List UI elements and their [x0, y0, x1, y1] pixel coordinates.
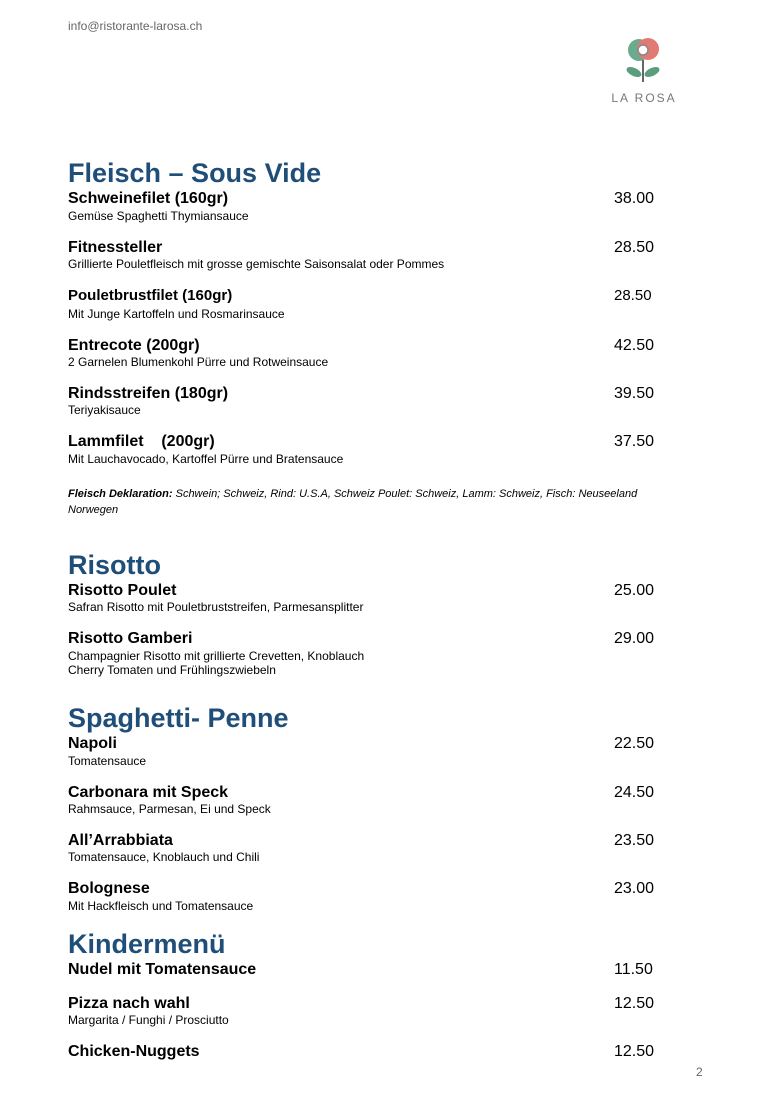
item-price: 28.50: [614, 239, 655, 256]
item-name: Pouletbrustfilet (160gr): [68, 287, 233, 304]
item-desc: Grillierte Pouletfleisch mit grosse gemischte Saisonsalat oder Pommes: [68, 257, 445, 271]
item-name: Schweinefilet (160gr): [68, 190, 229, 207]
declaration-text: Schwein; Schweiz, Rind: U.S.A, Schweiz Poulet: Schweiz, Lamm: Schweiz, Fisch: Neuseeland Norwegen: [68, 488, 638, 516]
item-price: 29.00: [614, 630, 655, 647]
logo-text: LA ROSA: [611, 91, 677, 105]
item-name: Rindsstreifen (180gr): [68, 385, 229, 402]
item-desc: Mit Lauchavocado, Kartoffel Pürre und Bratensauce: [68, 452, 344, 466]
item-desc: Tomatensauce: [68, 754, 147, 768]
item-desc: Cherry Tomaten und Frühlingszwiebeln: [68, 663, 276, 677]
item-name: All’Arrabbiata: [68, 832, 173, 849]
section-title: Fleisch – Sous Vide: [68, 158, 322, 188]
meat-declaration: [68, 486, 668, 518]
item-desc: Rahmsauce, Parmesan, Ei und Speck: [68, 802, 271, 816]
item-desc: Teriyakisauce: [68, 403, 141, 417]
item-price: 11.50: [614, 961, 653, 978]
item-desc: Margarita / Funghi / Prosciutto: [68, 1013, 229, 1027]
item-price: 23.50: [614, 832, 655, 849]
item-name: Pizza nach wahl: [68, 995, 190, 1012]
section-title: Spaghetti- Penne: [68, 703, 289, 733]
item-price: 25.00: [614, 582, 655, 599]
item-name: Entrecote (200gr): [68, 337, 200, 354]
item-price: 23.00: [614, 880, 655, 897]
item-price: 24.50: [614, 784, 655, 801]
item-desc: Safran Risotto mit Pouletbruststreifen, Parmesansplitter: [68, 600, 364, 614]
rose-icon: [619, 34, 669, 84]
item-price: 39.50: [614, 385, 655, 402]
item-price: 22.50: [614, 735, 655, 752]
item-name: Lammfilet (200gr): [68, 433, 215, 450]
item-price: 28.50: [614, 287, 652, 304]
item-price: 12.50: [614, 1043, 655, 1060]
contact-email: info@ristorante-larosa.ch: [68, 19, 203, 33]
item-desc: Champagnier Risotto mit grillierte Crevetten, Knoblauch: [68, 649, 365, 663]
item-price: 12.50: [614, 995, 655, 1012]
item-desc: Gemüse Spaghetti Thymiansauce: [68, 209, 249, 223]
page-number: 2: [696, 1065, 703, 1079]
item-desc: 2 Garnelen Blumenkohl Pürre und Rotweinsauce: [68, 355, 329, 369]
item-desc: Mit Junge Kartoffeln und Rosmarinsauce: [68, 307, 285, 321]
item-name: Risotto Gamberi: [68, 630, 193, 647]
item-desc: Tomatensauce, Knoblauch und Chili: [68, 850, 260, 864]
item-price: 37.50: [614, 433, 655, 450]
item-desc: Mit Hackfleisch und Tomatensauce: [68, 899, 254, 913]
section-title: Kindermenü: [68, 929, 226, 959]
item-name: Napoli: [68, 735, 117, 752]
item-name: Carbonara mit Speck: [68, 784, 229, 801]
item-price: 42.50: [614, 337, 655, 354]
item-name: Risotto Poulet: [68, 582, 177, 599]
declaration-label: Fleisch Deklaration:: [68, 488, 173, 500]
item-name: Nudel mit Tomatensauce: [68, 961, 257, 978]
la-rosa-logo: [604, 34, 684, 105]
item-name: Bolognese: [68, 880, 150, 897]
item-name: Chicken-Nuggets: [68, 1043, 200, 1060]
section-title: Risotto: [68, 550, 161, 580]
item-price: 38.00: [614, 190, 655, 207]
item-name: Fitnessteller: [68, 239, 163, 256]
